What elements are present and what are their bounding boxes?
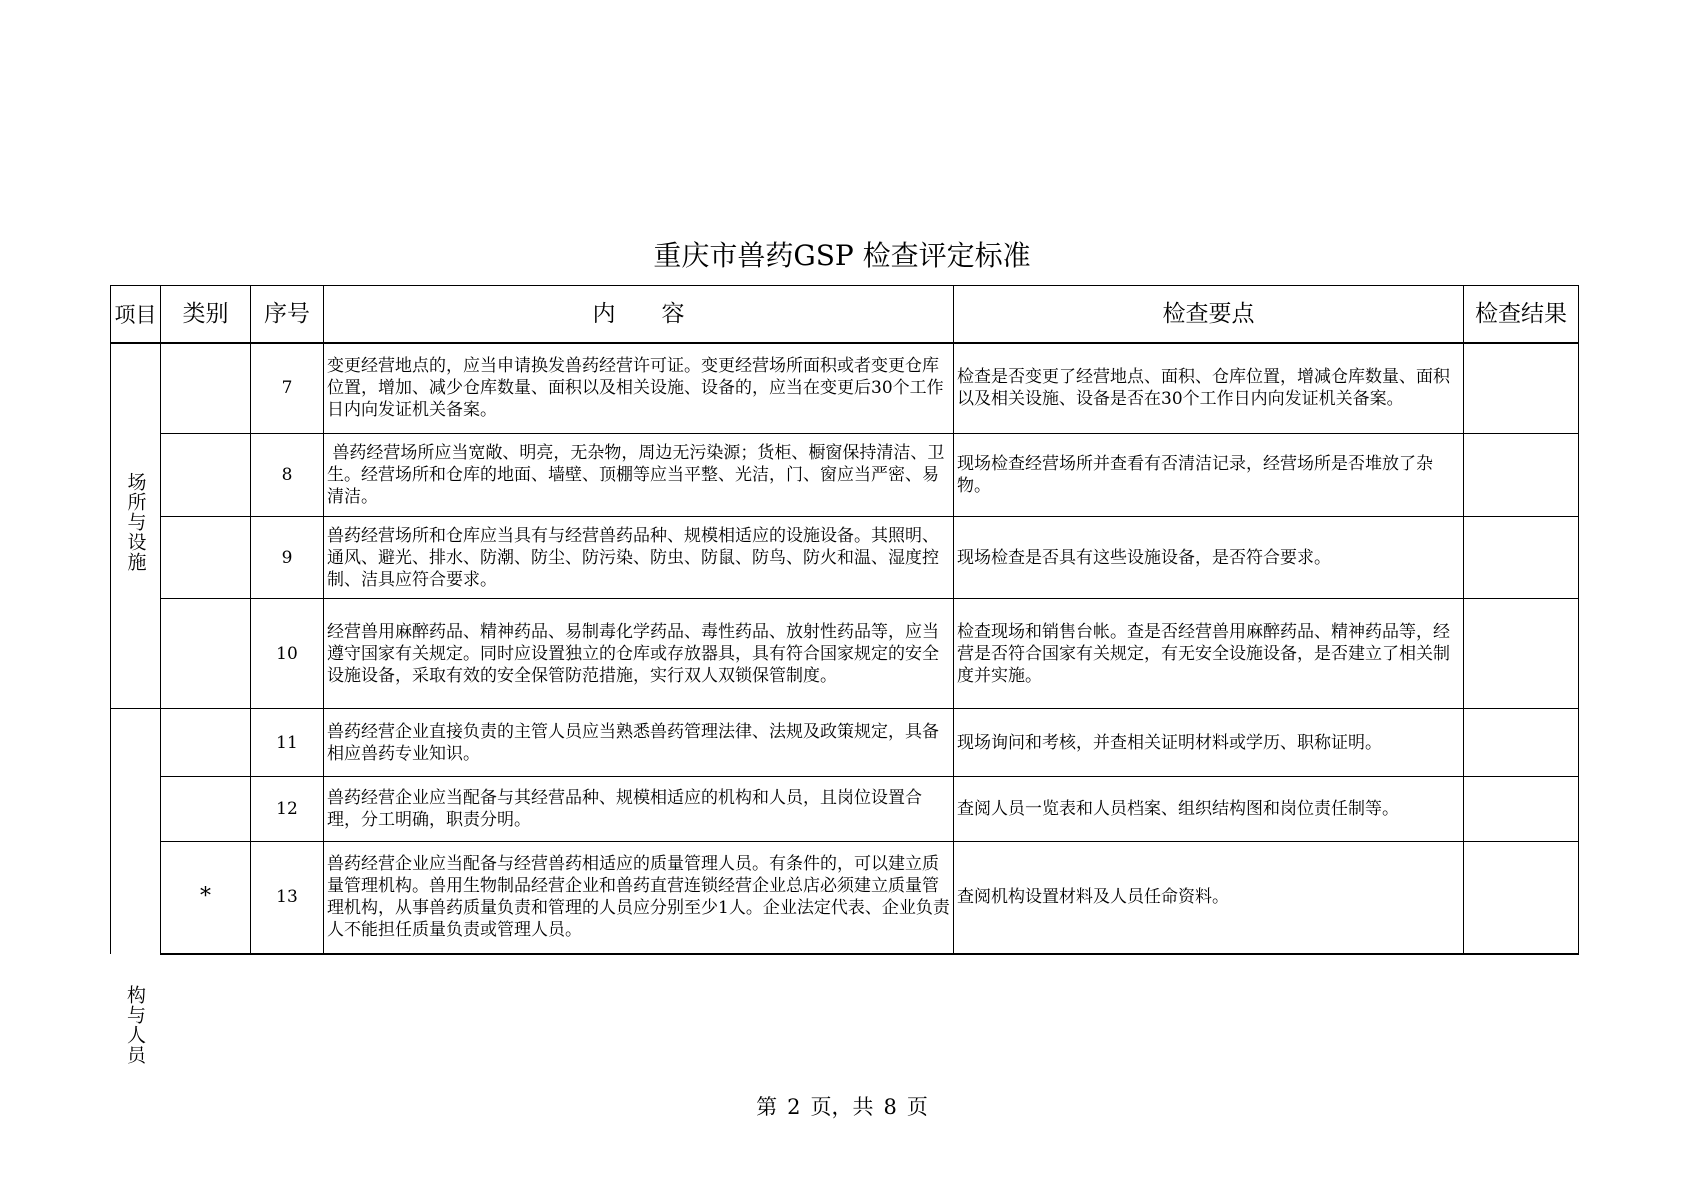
category-cell xyxy=(161,709,251,777)
table-row xyxy=(111,842,1579,954)
footer-prefix: 第 xyxy=(756,1095,778,1119)
table-row xyxy=(111,777,1579,842)
current-page-number: 2 xyxy=(787,1095,801,1119)
footer-middle: 页，共 xyxy=(810,1095,874,1119)
table-header-row xyxy=(111,286,1579,343)
category-cell xyxy=(161,599,251,709)
seq-cell: 7 xyxy=(251,343,324,434)
table-row xyxy=(111,599,1579,709)
header-points: 检查要点 xyxy=(954,286,1464,343)
section-spacer-cell xyxy=(111,709,161,954)
section-label-personnel xyxy=(110,985,160,1072)
result-cell xyxy=(1464,709,1579,777)
seq-cell: 9 xyxy=(251,517,324,599)
content-cell: 经营兽用麻醉药品、精神药品、易制毒化学药品、毒性药品、放射性药品等，应当遵守国家有关规定。同时应设置独立的仓库或存放器具，具有符合国家规定的安全设施设备，采取有效的安全保管防范措施，实行双人双锁保管制度。 xyxy=(324,599,954,709)
header-result: 检查结果 xyxy=(1464,286,1579,343)
points-cell: 现场检查是否具有这些设施设备，是否符合要求。 xyxy=(954,517,1464,599)
section-label-text: 构与人员 xyxy=(124,985,146,1065)
content-cell: 兽药经营场所和仓库应当具有与经营兽药品种、规模相适应的设施设备。其照明、通风、避光、排水、防潮、防尘、防污染、防虫、防鼠、防鸟、防火和温、湿度控制、洁具应符合要求。 xyxy=(324,517,954,599)
points-cell: 查阅人员一览表和人员档案、组织结构图和岗位责任制等。 xyxy=(954,777,1464,842)
content-cell: 兽药经营场所应当宽敞、明亮，无杂物，周边无污染源；货柜、橱窗保持清洁、卫生。经营场所和仓库的地面、墙壁、顶棚等应当平整、光洁，门、窗应当严密、易清洁。 xyxy=(324,434,954,517)
content-cell: 兽药经营企业应当配备与其经营品种、规模相适应的机构和人员，且岗位设置合理，分工明确，职责分明。 xyxy=(324,777,954,842)
footer-suffix: 页 xyxy=(906,1095,928,1119)
result-cell xyxy=(1464,434,1579,517)
table-row xyxy=(111,517,1579,599)
section-label-text: 场所与设施 xyxy=(124,472,147,573)
header-seq: 序号 xyxy=(251,286,324,343)
category-cell: * xyxy=(161,842,251,954)
result-cell xyxy=(1464,343,1579,434)
category-cell xyxy=(161,343,251,434)
total-page-count: 8 xyxy=(883,1095,897,1119)
points-cell: 检查是否变更了经营地点、面积、仓库位置，增减仓库数量、面积以及相关设施、设备是否在30个工作日内向发证机关备案。 xyxy=(954,343,1464,434)
page-footer xyxy=(0,1094,1684,1120)
table-row xyxy=(111,709,1579,777)
seq-cell: 12 xyxy=(251,777,324,842)
seq-cell: 13 xyxy=(251,842,324,954)
content-cell: 兽药经营企业应当配备与经营兽药相适应的质量管理人员。有条件的，可以建立质量管理机构。兽用生物制品经营企业和兽药直营连锁经营企业总店必须建立质量管理机构，从事兽药质量负责和管理的人员应分别至少1人。企业法定代表、企业负责人不能担任质量负责或管理人员。 xyxy=(324,842,954,954)
category-cell xyxy=(161,517,251,599)
header-content: 内 容 xyxy=(324,286,954,343)
result-cell xyxy=(1464,599,1579,709)
result-cell xyxy=(1464,842,1579,954)
category-cell xyxy=(161,777,251,842)
inspection-table xyxy=(110,285,1579,955)
content-cell: 兽药经营企业直接负责的主管人员应当熟悉兽药管理法律、法规及政策规定，具备相应兽药专业知识。 xyxy=(324,709,954,777)
result-cell xyxy=(1464,517,1579,599)
document-title: 重庆市兽药GSP 检查评定标准 xyxy=(653,239,1031,272)
points-cell: 查阅机构设置材料及人员任命资料。 xyxy=(954,842,1464,954)
points-cell: 检查现场和销售台帐。查是否经营兽用麻醉药品、精神药品等，经营是否符合国家有关规定，有无安全设施设备，是否建立了相关制度并实施。 xyxy=(954,599,1464,709)
table-row xyxy=(111,434,1579,517)
header-category: 类别 xyxy=(161,286,251,343)
points-cell: 现场询问和考核，并查相关证明材料或学历、职称证明。 xyxy=(954,709,1464,777)
content-cell: 变更经营地点的，应当申请换发兽药经营许可证。变更经营场所面积或者变更仓库位置，增加、减少仓库数量、面积以及相关设施、设备的，应当在变更后30个工作日内向发证机关备案。 xyxy=(324,343,954,434)
table-row xyxy=(111,343,1579,434)
section-label-facilities xyxy=(111,343,161,709)
category-cell xyxy=(161,434,251,517)
points-cell: 现场检查经营场所并查看有否清洁记录，经营场所是否堆放了杂物。 xyxy=(954,434,1464,517)
seq-cell: 10 xyxy=(251,599,324,709)
header-project: 项目 xyxy=(111,286,161,343)
seq-cell: 8 xyxy=(251,434,324,517)
seq-cell: 11 xyxy=(251,709,324,777)
result-cell xyxy=(1464,777,1579,842)
